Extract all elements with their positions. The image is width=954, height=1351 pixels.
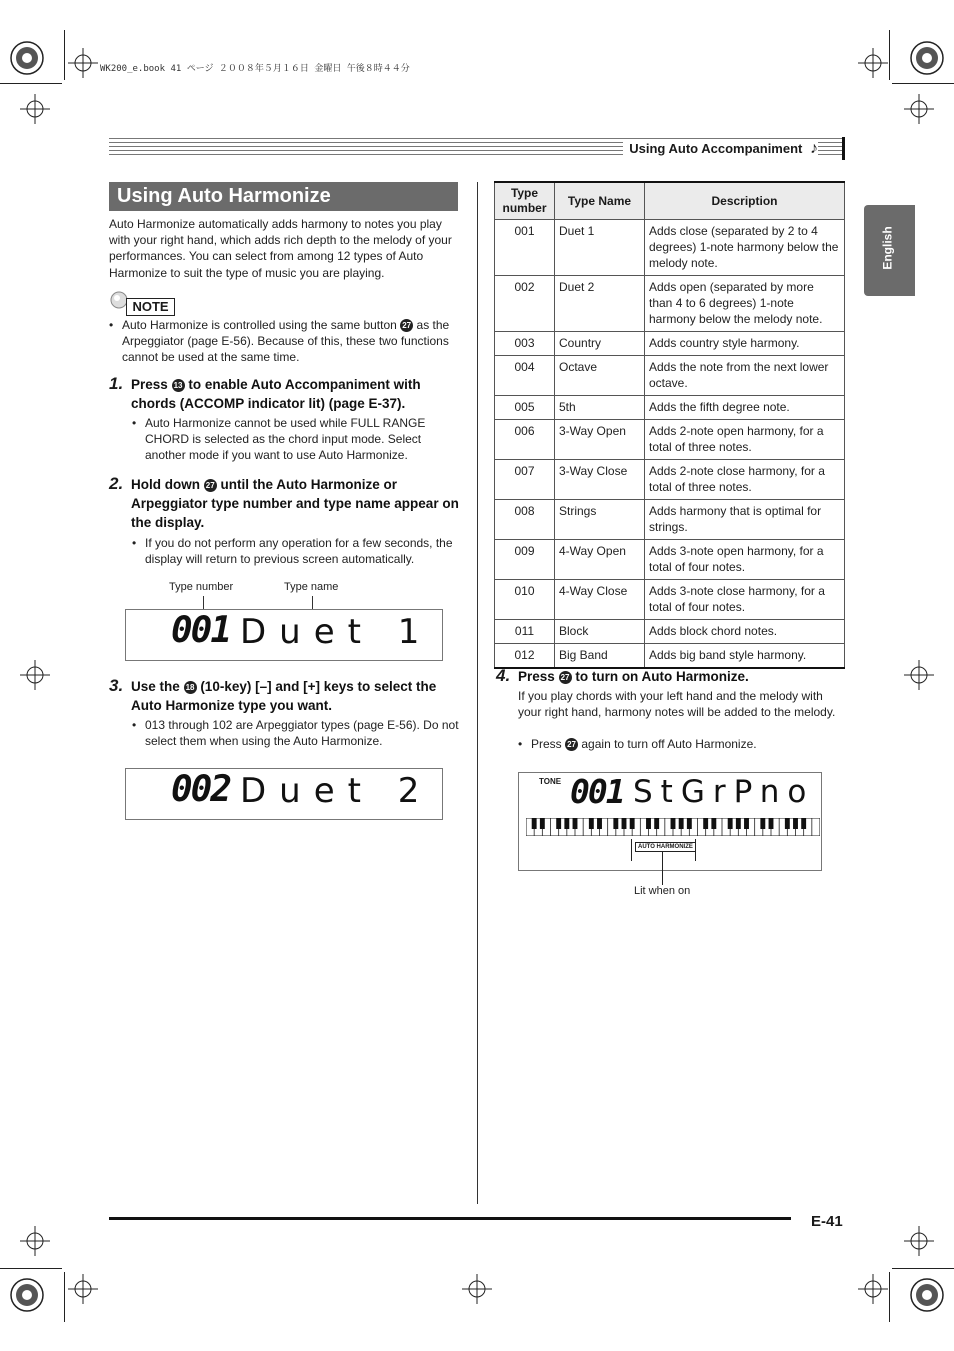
lcd-type-number: 002 — [171, 769, 231, 810]
black-key — [703, 818, 708, 829]
black-key — [711, 818, 716, 829]
lcd-display-duet-2 — [125, 768, 443, 820]
cell-description: Adds 2-note close harmony, for a total of three notes. — [645, 460, 845, 500]
cell-type-name: 4-Way Open — [555, 540, 645, 580]
step-1-bullet: • Auto Harmonize cannot be used while FULL RANGE CHORD is selected as the chord input mode. Select another mode if you want to use Auto Harmonize. — [145, 415, 459, 464]
cell-type-number: 004 — [495, 356, 555, 396]
indicator-pointer — [662, 851, 663, 885]
black-key — [687, 818, 692, 829]
cell-type-number: 007 — [495, 460, 555, 500]
header-end-bar — [842, 137, 845, 160]
black-key — [589, 818, 594, 829]
crosshair-mark-icon — [68, 1274, 98, 1304]
type-name-label: Type name — [284, 581, 339, 593]
step-4-number: 4. — [496, 666, 511, 685]
cell-type-number: 010 — [495, 580, 555, 620]
table-row — [495, 500, 845, 540]
table-row — [495, 220, 845, 276]
lit-when-on-caption: Lit when on — [634, 885, 691, 897]
print-header: WK200_e.book 41 ページ ２００８年５月１６日 金曜日 午後８時４４分 — [100, 64, 410, 74]
step-1-text: Press 13 to enable Auto Accompaniment with chords (ACCOMP indicator lit) (page E-37). — [131, 377, 421, 411]
cell-type-number: 011 — [495, 620, 555, 644]
cell-description: Adds 3-note close harmony, for a total of four notes. — [645, 580, 845, 620]
footer-rule — [109, 1217, 791, 1220]
crosshair-mark-icon — [68, 48, 98, 78]
lcd-display-duet-1 — [125, 609, 443, 661]
black-key — [613, 818, 618, 829]
black-key — [736, 818, 741, 829]
column-header-type-name: Type Name — [555, 182, 645, 220]
table-row — [495, 356, 845, 396]
lcd-display-keyboard — [518, 772, 822, 871]
lcd-tone-name: StGrPno — [633, 774, 815, 810]
crosshair-mark-icon — [904, 94, 934, 124]
harmonize-types-table — [494, 181, 845, 669]
registration-mark-icon — [9, 1277, 45, 1313]
black-key — [785, 818, 790, 829]
cell-description: Adds close (separated by 2 to 4 degrees) 1-note harmony below the melody note. — [645, 220, 845, 276]
crop-line — [0, 83, 62, 84]
step-3-bullet: • 013 through 102 are Arpeggiator types (page E-56). Do not select them when using the Auto Harmonize. — [145, 717, 459, 749]
lcd-type-number: 001 — [171, 610, 231, 651]
crosshair-mark-icon — [904, 1226, 934, 1256]
cell-description: Adds 3-note open harmony, for a total of four notes. — [645, 540, 845, 580]
cell-type-number: 012 — [495, 644, 555, 669]
step-4-bullet: • Press 27 again to turn off Auto Harmonize. — [531, 736, 845, 752]
cell-type-number: 008 — [495, 500, 555, 540]
crop-line — [889, 30, 890, 80]
black-key — [793, 818, 798, 829]
crosshair-mark-icon — [20, 94, 50, 124]
type-number-pointer — [203, 596, 204, 610]
step-4-text: Press 27 to turn on Auto Harmonize. — [518, 669, 749, 684]
cell-type-name: Block — [555, 620, 645, 644]
type-number-label: Type number — [169, 581, 234, 593]
black-key — [622, 818, 627, 829]
lcd-tone-number: 001 — [570, 772, 624, 811]
button-18-icon: 18 — [184, 681, 197, 694]
cell-description: Adds big band style harmony. — [645, 644, 845, 669]
black-key — [769, 818, 774, 829]
keyboard-graphic — [526, 818, 820, 836]
table-row — [495, 540, 845, 580]
black-key — [564, 818, 569, 829]
black-key — [556, 818, 561, 829]
note-bullet: • Auto Harmonize is controlled using the same button 27 as the Arpeggiator (page E-56). Because of this, these two functions cannot be used at the same time. — [122, 317, 458, 366]
cell-type-name: 4-Way Close — [555, 580, 645, 620]
crosshair-mark-icon — [904, 660, 934, 690]
black-key — [728, 818, 733, 829]
table-row — [495, 396, 845, 420]
cell-type-number: 002 — [495, 276, 555, 332]
indicator-bracket-left — [631, 839, 632, 861]
crosshair-mark-icon — [20, 1226, 50, 1256]
cell-type-number: 005 — [495, 396, 555, 420]
indicator-bracket-right — [695, 839, 696, 861]
crop-line — [889, 1272, 890, 1322]
cell-type-name: 3-Way Open — [555, 420, 645, 460]
table-row — [495, 620, 845, 644]
page-number: E-41 — [811, 1213, 843, 1230]
step-2-number: 2. — [109, 474, 124, 493]
registration-mark-icon — [909, 40, 945, 76]
black-key — [646, 818, 651, 829]
black-key — [597, 818, 602, 829]
step-2-text: Hold down 27 until the Auto Harmonize or Arpeggiator type number and type name appear on the display. — [131, 477, 459, 530]
step-4-paragraph: If you play chords with your left hand and the melody with your right hand, harmony notes will be added to the melody. — [518, 689, 836, 720]
black-key — [630, 818, 635, 829]
auto-harmonize-indicator: AUTO HARMONIZE — [635, 842, 696, 852]
crop-line — [892, 1268, 954, 1269]
cell-description: Adds open (separated by more than 4 to 6 degrees) 1-note harmony below the melody note. — [645, 276, 845, 332]
music-note-icon: ♪ — [810, 140, 818, 157]
cell-type-number: 003 — [495, 332, 555, 356]
cell-description: Adds the fifth degree note. — [645, 396, 845, 420]
registration-mark-icon — [9, 40, 45, 76]
cell-type-name: Country — [555, 332, 645, 356]
button-13-icon: 13 — [172, 379, 185, 392]
black-key — [532, 818, 537, 829]
button-27-icon: 27 — [400, 319, 413, 332]
note-label: NOTE — [126, 298, 175, 316]
cell-type-number: 006 — [495, 420, 555, 460]
black-key — [679, 818, 684, 829]
table-row — [495, 460, 845, 500]
lcd-type-name: Duet 2 — [240, 771, 433, 811]
step-1-number: 1. — [109, 374, 124, 393]
step-3-text: Use the 18 (10-key) [–] and [+] keys to select the Auto Harmonize type you want. — [131, 679, 437, 713]
tone-indicator: TONE — [539, 777, 562, 786]
black-key — [573, 818, 578, 829]
intro-paragraph: Auto Harmonize automatically adds harmony to notes you play with your right hand, which adds rich depth to the melody of your performances. You can select from among 12 types of Auto Harmonize to suit the type of music you are playing. — [109, 217, 452, 280]
step-2-bullet: • If you do not perform any operation for a few seconds, the display will return to previous screen automatically. — [145, 535, 459, 567]
button-27-icon: 27 — [204, 479, 217, 492]
table-row — [495, 420, 845, 460]
cell-type-name: 3-Way Close — [555, 460, 645, 500]
button-27-icon: 27 — [565, 738, 578, 751]
cell-type-name: 5th — [555, 396, 645, 420]
table-row — [495, 332, 845, 356]
side-tab-english: English — [864, 205, 915, 296]
crosshair-mark-icon — [858, 1274, 888, 1304]
cell-type-name: Duet 1 — [555, 220, 645, 276]
cell-description: Adds the note from the next lower octave. — [645, 356, 845, 396]
lcd-type-name: Duet 1 — [240, 612, 433, 652]
cell-type-name: Strings — [555, 500, 645, 540]
cell-description: Adds country style harmony. — [645, 332, 845, 356]
cell-description: Adds block chord notes. — [645, 620, 845, 644]
cell-type-name: Duet 2 — [555, 276, 645, 332]
cell-type-number: 001 — [495, 220, 555, 276]
column-header-description: Description — [645, 182, 845, 220]
cell-type-number: 009 — [495, 540, 555, 580]
table-row — [495, 276, 845, 332]
crosshair-mark-icon — [20, 660, 50, 690]
black-key — [801, 818, 806, 829]
crop-line — [0, 1268, 62, 1269]
registration-mark-icon — [909, 1277, 945, 1313]
table-row — [495, 580, 845, 620]
crop-line — [64, 30, 65, 80]
table-header-row — [495, 182, 845, 220]
black-key — [671, 818, 676, 829]
crop-line — [64, 1272, 65, 1322]
header-title: Using Auto Accompaniment ♪ — [623, 140, 818, 158]
crop-line — [892, 83, 954, 84]
crosshair-mark-icon — [858, 48, 888, 78]
black-key — [760, 818, 765, 829]
button-27-icon: 27 — [559, 671, 572, 684]
column-divider — [477, 182, 478, 1204]
crosshair-mark-icon — [462, 1274, 492, 1304]
black-key — [744, 818, 749, 829]
cell-description: Adds 2-note open harmony, for a total of three notes. — [645, 420, 845, 460]
cell-type-name: Octave — [555, 356, 645, 396]
table-row — [495, 644, 845, 669]
cell-type-name: Big Band — [555, 644, 645, 669]
type-name-pointer — [312, 596, 313, 610]
column-header-type-number: Type number — [495, 182, 555, 220]
black-key — [654, 818, 659, 829]
cell-description: Adds harmony that is optimal for strings. — [645, 500, 845, 540]
section-title: Using Auto Harmonize — [109, 182, 458, 211]
black-key — [540, 818, 545, 829]
step-3-number: 3. — [109, 676, 124, 695]
